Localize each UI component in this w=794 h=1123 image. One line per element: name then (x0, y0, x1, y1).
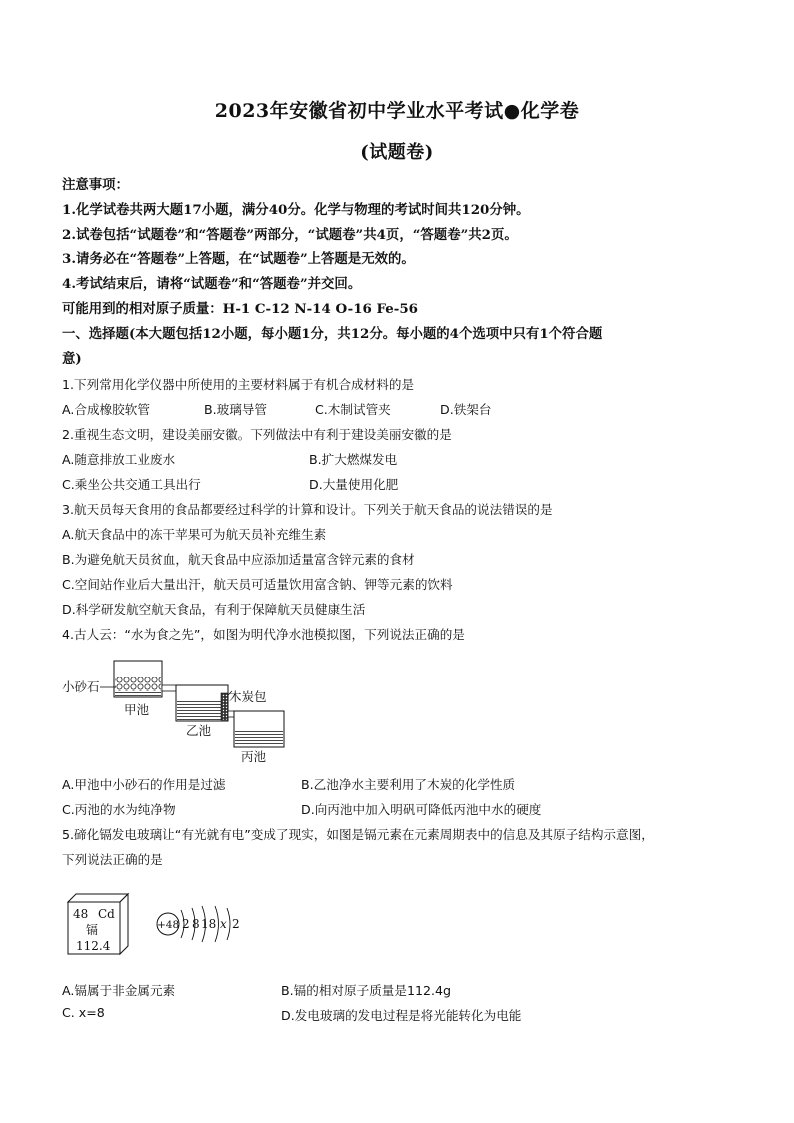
shell-electrons: 8 (192, 917, 200, 931)
nucleus-charge: +48 (157, 919, 180, 931)
option-d: D.铁架台 (440, 402, 492, 417)
element-symbol: Cd (98, 907, 115, 921)
question-stem: 1.下列常用化学仪器中所使用的主要材料属于有机合成材料的是 (62, 377, 415, 392)
option-a: A.航天食品中的冻干苹果可为航天员补充维生素 (62, 527, 327, 542)
option-c: C.乘坐公共交通工具出行 (62, 477, 201, 492)
element-name: 镉 (86, 923, 99, 937)
question-stem: 3.航天员每天食用的食品都要经过科学的计算和设计。下列关于航天食品的说法错误的是 (62, 502, 553, 517)
option-a: A.随意排放工业废水 (62, 452, 176, 467)
cadmium-element-figure (60, 888, 250, 958)
option-d: D.发电玻璃的发电过程是将光能转化为电能 (281, 1008, 522, 1023)
option-d: D.向丙池中加入明矾可降低丙池中水的硬度 (301, 802, 542, 817)
section-heading: 一、选择题(本大题包括12小题，每小题1分，共12分。每小题的4个选项中只有1个符合题 (62, 326, 603, 342)
option-c: C.木制试管夹 (315, 402, 391, 417)
notes-heading: 注意事项： (62, 177, 129, 193)
label-charcoal: 木炭包 (229, 689, 267, 704)
pool-a-water (115, 691, 161, 696)
shell-electrons: 2 (232, 917, 240, 931)
atomic-number: 48 (73, 907, 89, 921)
option-a: A.甲池中小砂石的作用是过滤 (62, 777, 226, 792)
note-item: 3.请务必在“答题卷”上答题，在“试题卷”上答题是无效的。 (62, 251, 415, 267)
option-a: A.合成橡胶软管 (62, 402, 150, 417)
option-c: C.丙池的水为纯净物 (62, 802, 176, 817)
question-stem: 2.重视生态文明，建设美丽安徽。下列做法中有利于建设美丽安徽的是 (62, 427, 452, 442)
option-b: B.为避免航天员贫血，航天食品中应添加适量富含锌元素的食材 (62, 552, 415, 567)
exam-title: 2023年安徽省初中学业水平考试●化学卷 (214, 100, 580, 122)
option-a: A.镉属于非金属元素 (62, 983, 176, 998)
option-d: D.大量使用化肥 (309, 477, 399, 492)
label-sand: 小砂石 (62, 679, 100, 694)
shell-electrons: x (220, 917, 227, 931)
charcoal-bag (221, 693, 228, 720)
note-item: 1.化学试卷共两大题17小题，满分40分。化学与物理的考试时间共120分钟。 (62, 202, 530, 218)
option-d: D.科学研发航空航天食品，有利于保障航天员健康生活 (62, 602, 366, 617)
section-heading-cont: 意) (62, 351, 82, 367)
label-pool-c: 丙池 (241, 749, 267, 764)
question-stem-cont: 下列说法正确的是 (62, 852, 163, 867)
atomic-mass: 112.4 (76, 939, 111, 953)
option-b: B.乙池净水主要利用了木炭的化学性质 (301, 777, 516, 792)
exam-subtitle: (试题卷) (360, 142, 434, 163)
option-b: B.玻璃导管 (204, 402, 268, 417)
pool-c-water (235, 729, 283, 746)
water-purification-figure (60, 655, 300, 767)
option-b: B.扩大燃煤发电 (309, 452, 398, 467)
label-pool-a: 甲池 (124, 702, 150, 717)
pool-b-water (177, 701, 221, 720)
option-b: B.镉的相对原子质量是112.4g (281, 983, 452, 998)
option-c: C.空间站作业后大量出汗，航天员可适量饮用富含钠、钾等元素的饮料 (62, 577, 453, 592)
shell-electrons: 18 (201, 917, 217, 931)
question-stem: 5.碲化镉发电玻璃让“有光就有电”变成了现实，如图是镉元素在元素周期表中的信息及其原子结构示意图， (62, 827, 654, 842)
pebble-layer (115, 677, 161, 691)
option-c: C. x=8 (62, 1005, 105, 1020)
label-pool-b: 乙池 (186, 723, 212, 738)
note-item: 4.考试结束后，请将“试题卷”和“答题卷”并交回。 (62, 276, 362, 292)
note-item: 2.试卷包括“试题卷”和“答题卷”两部分，“试题卷”共4页，“答题卷”共2页。 (62, 227, 518, 243)
shell-electrons: 2 (182, 917, 190, 931)
question-stem: 4.古人云：“水为食之先”，如图为明代净水池模拟图，下列说法正确的是 (62, 627, 465, 642)
atomic-masses: 可能用到的相对原子质量：H-1 C-12 N-14 O-16 Fe-56 (62, 301, 418, 317)
